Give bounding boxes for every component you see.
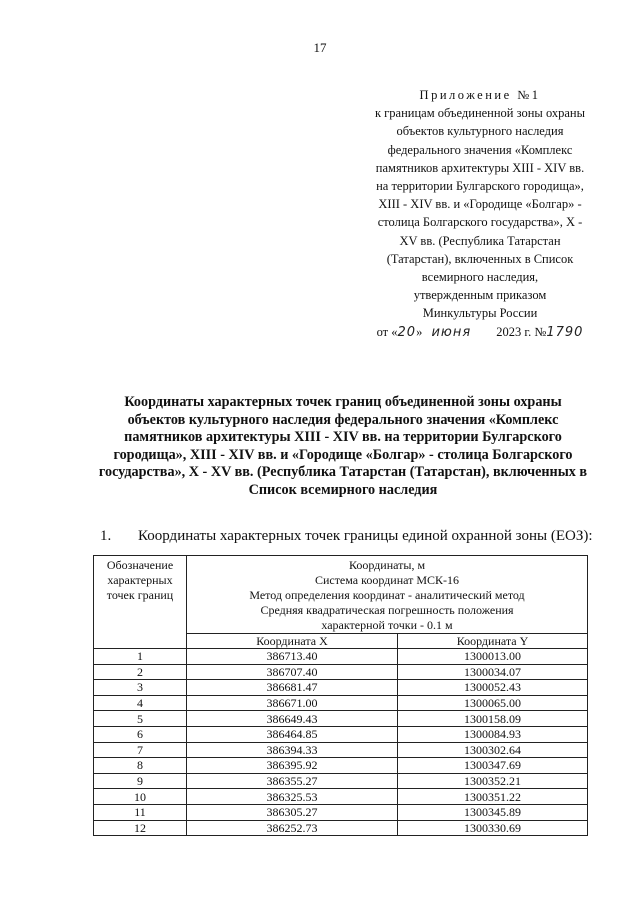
coordinate-y-cell: 1300013.00 — [398, 649, 588, 665]
coordinate-y-cell: 1300034.07 — [398, 664, 588, 680]
section-text: Координаты характерных точек границы единой охранной зоны (ЕОЗ): — [138, 528, 593, 544]
point-id-cell: 2 — [94, 664, 187, 680]
header-line: точек границ — [106, 588, 174, 602]
appendix-line: XV вв. (Республика Татарстан — [399, 233, 561, 248]
table-row — [94, 726, 588, 742]
coordinate-y-cell: 1300351.22 — [398, 789, 588, 805]
appendix-line: Минкультуры России — [422, 306, 538, 321]
header-line: характерных — [107, 573, 173, 587]
header-line: Средняя квадратическая погрешность положения — [260, 603, 514, 617]
header-line: характерной точки - 0.1 м — [321, 618, 453, 632]
table-row — [94, 804, 588, 820]
table-row — [94, 649, 588, 665]
table-row — [94, 711, 588, 727]
point-id-cell: 8 — [94, 758, 187, 774]
section-heading — [100, 528, 600, 545]
date-year: 2023 г. № — [496, 324, 547, 339]
header-line: Метод определения координат - аналитический метод — [249, 588, 525, 602]
appendix-line: к границам объединенной зоны охраны — [374, 106, 586, 121]
coordinate-y-cell: 1300345.89 — [398, 804, 588, 820]
table-row — [94, 789, 588, 805]
date-mid: » — [416, 324, 423, 339]
table-row — [94, 820, 588, 836]
header-coordinate-y: Координата Y — [398, 634, 588, 649]
coordinate-x-cell: 386252.73 — [187, 820, 398, 836]
point-id-cell: 5 — [94, 711, 187, 727]
date-prefix: от « — [376, 324, 398, 339]
header-point-designation — [94, 556, 187, 649]
appendix-line: столица Болгарского государства», X - — [377, 215, 583, 230]
coordinate-y-cell: 1300352.21 — [398, 773, 588, 789]
point-id-cell: 6 — [94, 726, 187, 742]
document-title: Координаты характерных точек границ объединенной зоны охраны объектов культурного наследия федерального значения «Комплекс памятников архитектуры XIII - XIV вв. на территории Булгарского городища», XIII - XIV вв. и «Городище «Болгар» - столица Болгарского государства», X - XV вв. (Республика Татарстан (Татарстан), включенных в Список всемирного наследия — [98, 394, 588, 498]
handwritten-order-number: 1790 — [546, 324, 584, 340]
point-id-cell: 10 — [94, 789, 187, 805]
header-coordinate-x: Координата X — [187, 634, 398, 649]
table-row — [94, 758, 588, 774]
coordinate-y-cell: 1300330.69 — [398, 820, 588, 836]
appendix-line: (Татарстан), включенных в Список — [386, 251, 574, 266]
point-id-cell: 9 — [94, 773, 187, 789]
coordinate-y-cell: 1300065.00 — [398, 695, 588, 711]
appendix-heading: Приложение №1 — [419, 88, 541, 102]
point-id-cell: 12 — [94, 820, 187, 836]
coordinate-x-cell: 386671.00 — [187, 695, 398, 711]
table-row — [94, 742, 588, 758]
appendix-line: утвержденным приказом — [413, 288, 547, 303]
coordinate-x-cell: 386681.47 — [187, 680, 398, 696]
coordinate-x-cell: 386305.27 — [187, 804, 398, 820]
point-id-cell: 3 — [94, 680, 187, 696]
coordinate-y-cell: 1300302.64 — [398, 742, 588, 758]
appendix-line: XIII - XIV вв. и «Городище «Болгар» - — [378, 197, 582, 212]
appendix-line: объектов культурного наследия — [396, 124, 564, 139]
coordinates-table — [93, 555, 588, 836]
coordinate-x-cell: 386325.53 — [187, 789, 398, 805]
header-line: Обозначение — [106, 558, 174, 572]
table-row — [94, 695, 588, 711]
table-row — [94, 664, 588, 680]
page-number: 17 — [313, 40, 327, 55]
coordinate-y-cell: 1300084.93 — [398, 726, 588, 742]
coordinate-x-cell: 386355.27 — [187, 773, 398, 789]
coordinate-y-cell: 1300158.09 — [398, 711, 588, 727]
table-row — [94, 773, 588, 789]
coordinate-y-cell: 1300052.43 — [398, 680, 588, 696]
header-line: Система координат МСК-16 — [314, 573, 460, 587]
handwritten-month: июня — [431, 324, 472, 340]
order-date-line — [352, 323, 608, 342]
table-body — [94, 649, 588, 836]
point-id-cell: 4 — [94, 695, 187, 711]
coordinate-x-cell: 386707.40 — [187, 664, 398, 680]
header-line: Координаты, м — [348, 558, 426, 572]
header-coordinates — [187, 556, 588, 634]
section-number: 1. — [100, 528, 112, 544]
point-id-cell: 11 — [94, 804, 187, 820]
handwritten-day: 20 — [397, 324, 417, 340]
coordinate-x-cell: 386713.40 — [187, 649, 398, 665]
point-id-cell: 1 — [94, 649, 187, 665]
coordinate-x-cell: 386394.33 — [187, 742, 398, 758]
coordinate-x-cell: 386464.85 — [187, 726, 398, 742]
coordinate-x-cell: 386649.43 — [187, 711, 398, 727]
coordinate-x-cell: 386395.92 — [187, 758, 398, 774]
appendix-line: на территории Булгарского городища», — [376, 179, 584, 194]
point-id-cell: 7 — [94, 742, 187, 758]
appendix-block — [352, 86, 608, 342]
table-row — [94, 680, 588, 696]
appendix-line: памятников архитектуры XIII - XIV вв. — [375, 160, 585, 175]
coordinate-y-cell: 1300347.69 — [398, 758, 588, 774]
appendix-line: федерального значения «Комплекс — [387, 142, 573, 157]
appendix-line: всемирного наследия, — [421, 270, 539, 285]
